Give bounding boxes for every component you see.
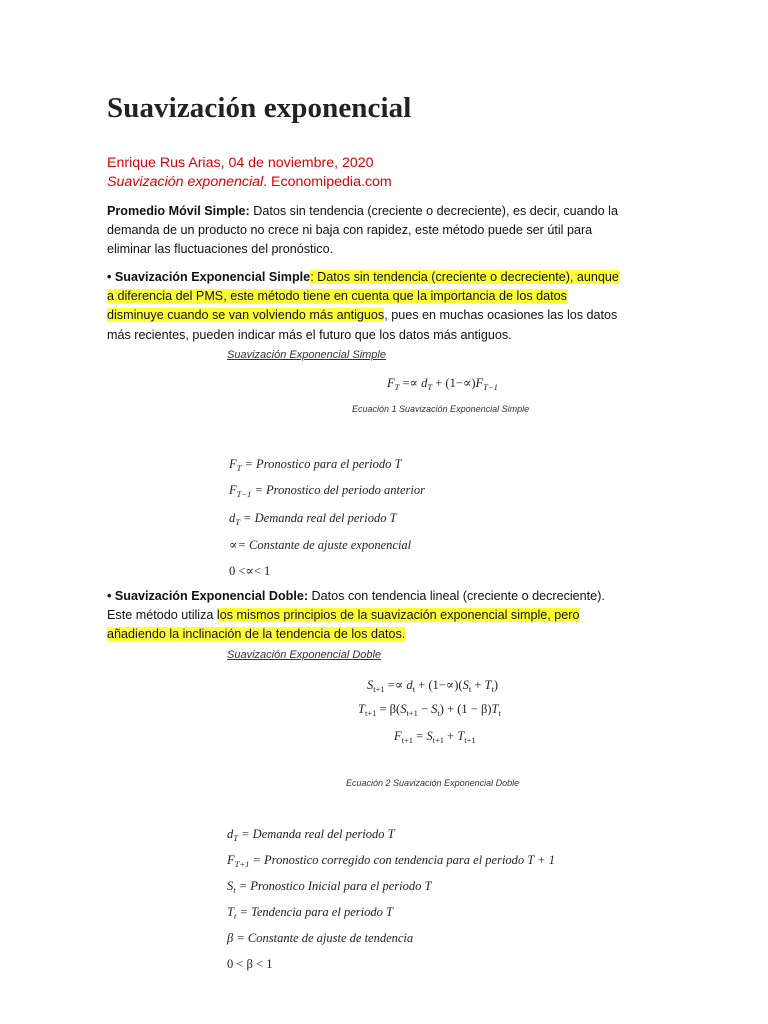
def2-beta-range: 0 < β < 1	[227, 957, 273, 971]
source-line	[107, 174, 392, 190]
equation-1: $F_T =\propto d_T + (1-\propto)F_{T-1}$	[387, 376, 498, 392]
def2-trend: $T_t$ = Tendencia para el periodo T	[227, 905, 393, 921]
double-highlight: los mismos principios de la suavización exponencial simple, pero añadiendo la inclinación de la tendencia de los datos.	[107, 608, 580, 642]
def-alpha: ∝= Constante de ajuste exponencial	[229, 538, 412, 552]
figure-1-caption: Ecuación 1 Suavización Exponencial Simple	[352, 404, 530, 414]
figure-2-caption: Ecuación 2 Suavización Exponencial Doble	[346, 778, 520, 788]
pms-heading: Promedio Móvil Simple:	[107, 204, 250, 218]
equation-2-level: $S_{t+1} =\propto d_t + (1-\propto)(S_t + T_t)$	[367, 678, 499, 694]
figure-2-title: Suavización Exponencial Doble	[227, 649, 382, 661]
author-date: Enrique Rus Arias, 04 de noviembre, 2020	[107, 155, 374, 171]
def-forecast: $F_T$ = Pronostico para el periodo T	[229, 457, 402, 473]
figure-1-title: Suavización Exponencial Simple	[227, 349, 386, 361]
double-heading: • Suavización Exponencial Doble:	[107, 589, 309, 603]
def2-beta: β = Constante de ajuste de tendencia	[227, 931, 414, 945]
equation-2-trend: $T_{t+1} = \beta(S_{t+1} - S_t) + (1 - \beta)T_t$	[358, 702, 501, 718]
paragraph-simple	[107, 268, 627, 345]
def2-initial-forecast: $S_t$ = Pronostico Inicial para el periodo T	[227, 879, 432, 895]
def-alpha-range: 0 <∝< 1	[229, 564, 271, 578]
simple-heading: • Suavización Exponencial Simple	[107, 270, 311, 284]
page-title: Suavización exponencial	[107, 92, 412, 124]
def-demand: $d_T$ = Demanda real del periodo T	[229, 511, 397, 527]
pms-text: Datos sin tendencia (creciente o decreciente), es decir, cuando la demanda de un producto no crece ni baja con rapidez, este método puede ser útil para eliminar las fluctuaciones del pronóstico.	[107, 204, 618, 257]
source-title: Suavización exponencial	[107, 174, 264, 190]
def2-corrected-forecast: $F_{T+1}$ = Pronostico corregido con tendencia para el periodo T + 1	[227, 853, 555, 869]
equation-2-forecast: $F_{t+1} = S_{t+1} + T_{t+1}$	[394, 729, 476, 745]
def-previous-forecast: $F_{T-1}$ = Pronostico del periodo anterior	[229, 483, 425, 499]
simple-highlight: : Datos sin tendencia (creciente o decreciente), aunque a diferencia del PMS, este método tiene en cuenta que la importancia de los datos disminuye cuando se van volviendo más antiguos	[107, 270, 619, 323]
simple-text: , pues en muchas ocasiones las los datos más recientes, pueden indicar más el futuro que los datos más antiguos.	[107, 308, 618, 342]
def2-demand: $d_T$ = Demanda real del periodo T	[227, 827, 395, 843]
source-site: . Economipedia.com	[263, 174, 392, 190]
paragraph-pms	[107, 202, 627, 260]
paragraph-double	[107, 587, 627, 645]
double-text: Datos con tendencia lineal (creciente o decreciente). Este método utiliza	[107, 589, 605, 623]
